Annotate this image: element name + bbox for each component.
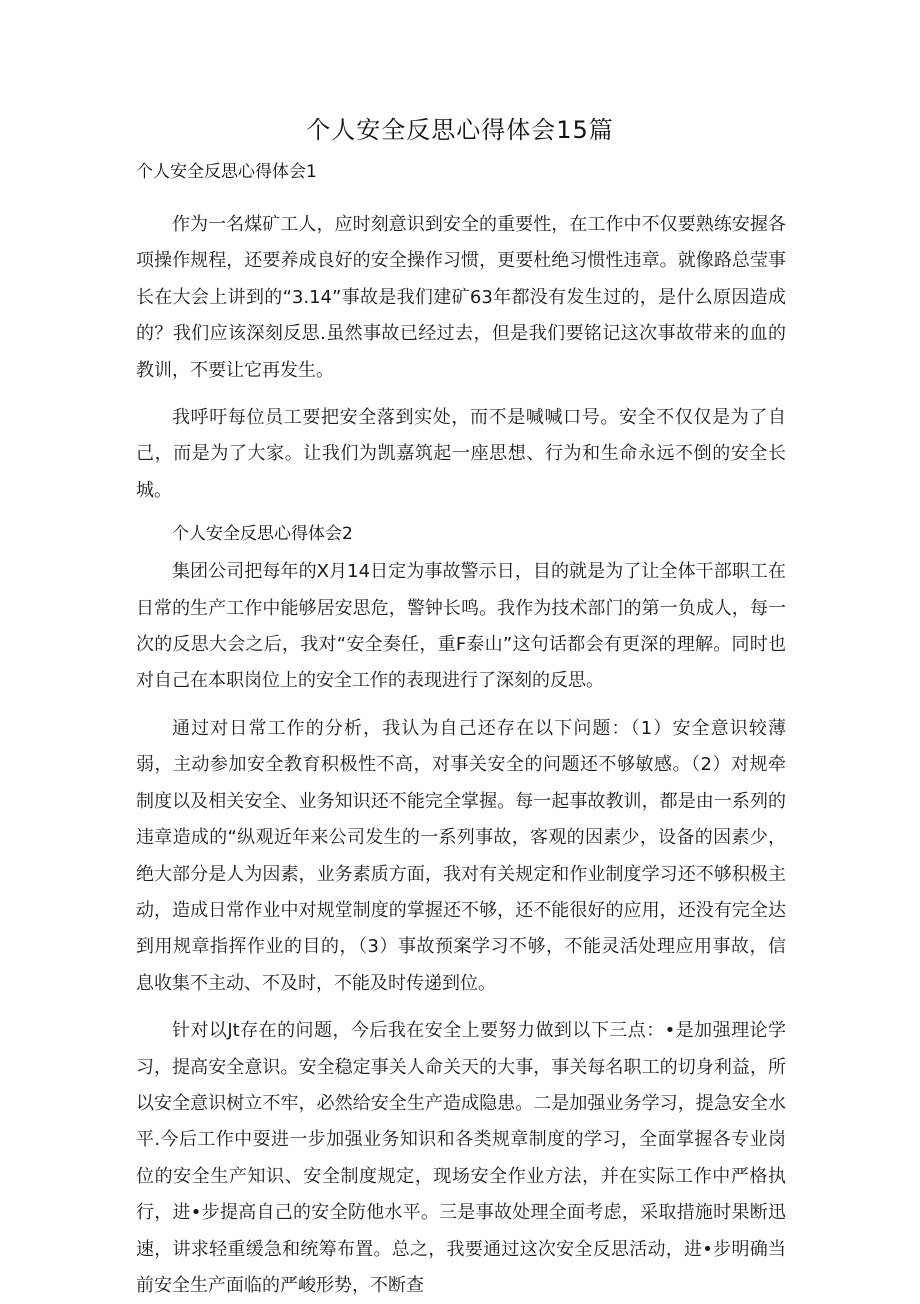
section-heading-1: 个人安全反思心得体会1 [136,162,317,182]
section-heading-2: 个人安全反思心得体会2 [172,524,353,545]
section-2-paragraph-3: 针对以Jt存在的问题，今后我在安全上要努力做到以下三点：•是加强理论学习，提高安全意识。安全稳定事关人命关天的大事，事关每名职工的切身利益，所以安全意识树立不牢，必然给安全生产造成隐患。二是加强业务学习，提急安全水平.今后工作中耍进一步加强业务知识和各类规章制度的学习，全面掌握各专业岗位的安全生产知识、安全制度规定，现场安全作业方法，并在实际工作中严格执行，进•步提高自己的安全防他水平。三是事故处理全面考虑，采取措施时果断迅速，讲求轻重缓急和统筹布置。总之，我要通过这次安全反思活动，进•步明确当前安全生产面临的严峻形势，不断查 [136,1020,786,1296]
document-title: 个人安全反思心得体会15篇 [306,116,614,144]
section-1-paragraph-2: 我呼吁每位员工要把安全落到实处，而不是喊喊口号。安全不仅仅是为了自己，而是为了大家。让我们为凯嘉筑起一座思想、行为和生命永远不倒的安全长城。 [136,407,786,501]
section-2-paragraph-1: 集团公司把每年的X月14日定为事故警示日，目的就是为了让全体干部职工在日常的生产工作中能够居安思危，警钟长鸣。我作为技术部门的第一负成人，每一次的反思大会之后，我对“安全奏任，重F泰山”这句话都会有更深的理解。同时也对自己在本职岗位上的安全工作的表现进行了深刻的反思。 [136,561,786,692]
document-body [136,160,786,1304]
section-2-paragraph-2: 通过对日常工作的分析，我认为自己还存在以下问题：（1）安全意识较薄弱，主动参加安全教育积极性不高，对事关安全的问题还不够敏感。（2）对规牵制度以及相关安全、业务知识还不能完全掌握。每一起事故教训，都是由一系列的违章造成的“纵观近年来公司发生的一系列事故，客观的因素少，设备的因素少，绝大部分是人为因素，业务素质方面，我对有关规定和作业制度学习还不够积极主动，造成日常作业中对规堂制度的掌握还不够，还不能很好的应用，还没有完全达到用规章指挥作业的目的，（3）事故预案学习不够，不能灵活处理应用事故，信息收集不主动、不及时，不能及时传递到位。 [136,717,786,994]
section-1-paragraph-1: 作为一名煤矿工人，应时刻意识到安全的重要性，在工作中不仅要熟练安握各项操作规程，还要养成良好的安全操作习惯，更要杜绝习惯性违章。就像路总莹事长在大会上讲到的“3.14”事故是我们建矿63年都没有发生过的，是什么原因造成的？我们应该深刻反思.虽然事故已经过去，但是我们要铭记这次事故带来的血的教训，不要让它再发生。 [136,214,786,381]
